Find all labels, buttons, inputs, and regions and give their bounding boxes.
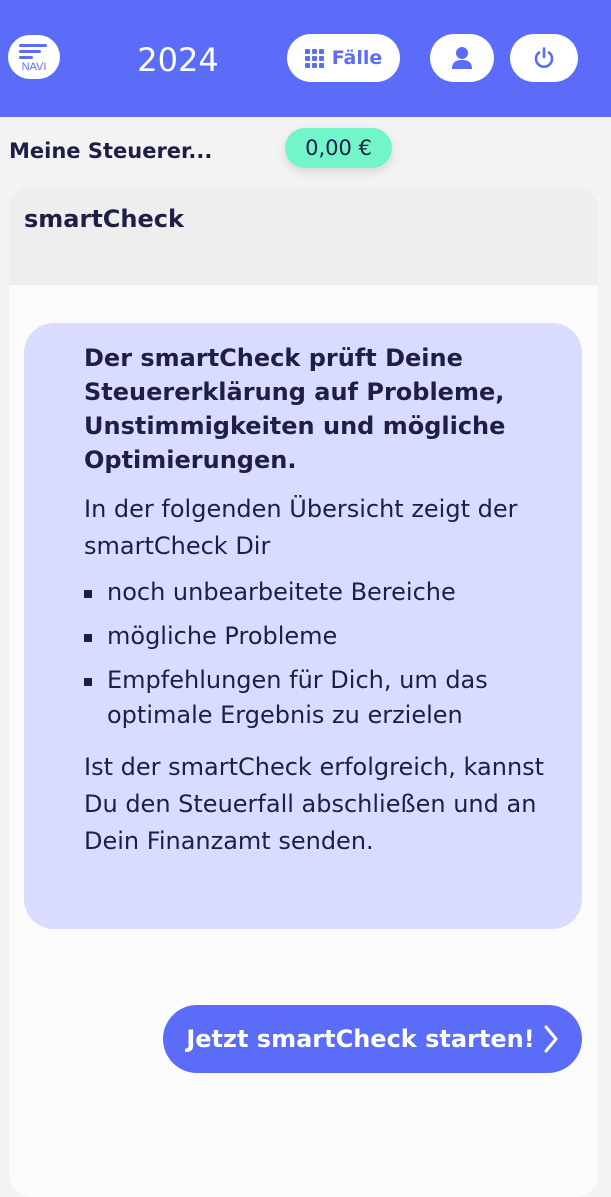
info-heading: Der smartCheck prüft Deine Steuererklärung auf Probleme, Unstimmigkeiten und mögliche Optimierungen. (84, 344, 506, 474)
grid-icon (305, 49, 324, 68)
card-header (9, 187, 598, 285)
info-box (24, 323, 582, 929)
logout-button[interactable] (510, 34, 578, 82)
refund-amount-badge[interactable]: 0,00 € (285, 128, 392, 168)
navi-icon (19, 42, 49, 60)
power-icon (532, 46, 556, 70)
card-title: smartCheck (24, 205, 184, 233)
faelle-button[interactable] (287, 34, 400, 82)
faelle-label: Fälle (331, 47, 383, 69)
navi-button[interactable] (8, 35, 60, 79)
top-bar (0, 0, 611, 117)
start-smartcheck-button[interactable] (163, 1005, 582, 1073)
info-content (84, 341, 564, 860)
start-smartcheck-label: Jetzt smartCheck starten! (186, 1025, 535, 1053)
list-item: Empfehlungen für Dich, um das optimale Ergebnis zu erzielen (84, 663, 564, 733)
user-icon (451, 46, 473, 70)
info-outro: Ist der smartCheck erfolgreich, kannst Du den Steuerfall abschließen und an Dein Finanzamt senden. (84, 753, 545, 855)
list-item: noch unbearbeitete Bereiche (84, 575, 564, 610)
navi-label: NAVI (21, 60, 47, 73)
info-list (84, 575, 564, 733)
list-item: mögliche Probleme (84, 619, 564, 654)
year-label: 2024 (137, 41, 219, 79)
smartcheck-card (9, 187, 598, 1197)
page-title: Meine Steuerer... (9, 139, 213, 163)
user-button[interactable] (430, 34, 494, 82)
chevron-right-icon (543, 1024, 559, 1054)
info-intro: In der folgenden Übersicht zeigt der smartCheck Dir (84, 495, 518, 560)
